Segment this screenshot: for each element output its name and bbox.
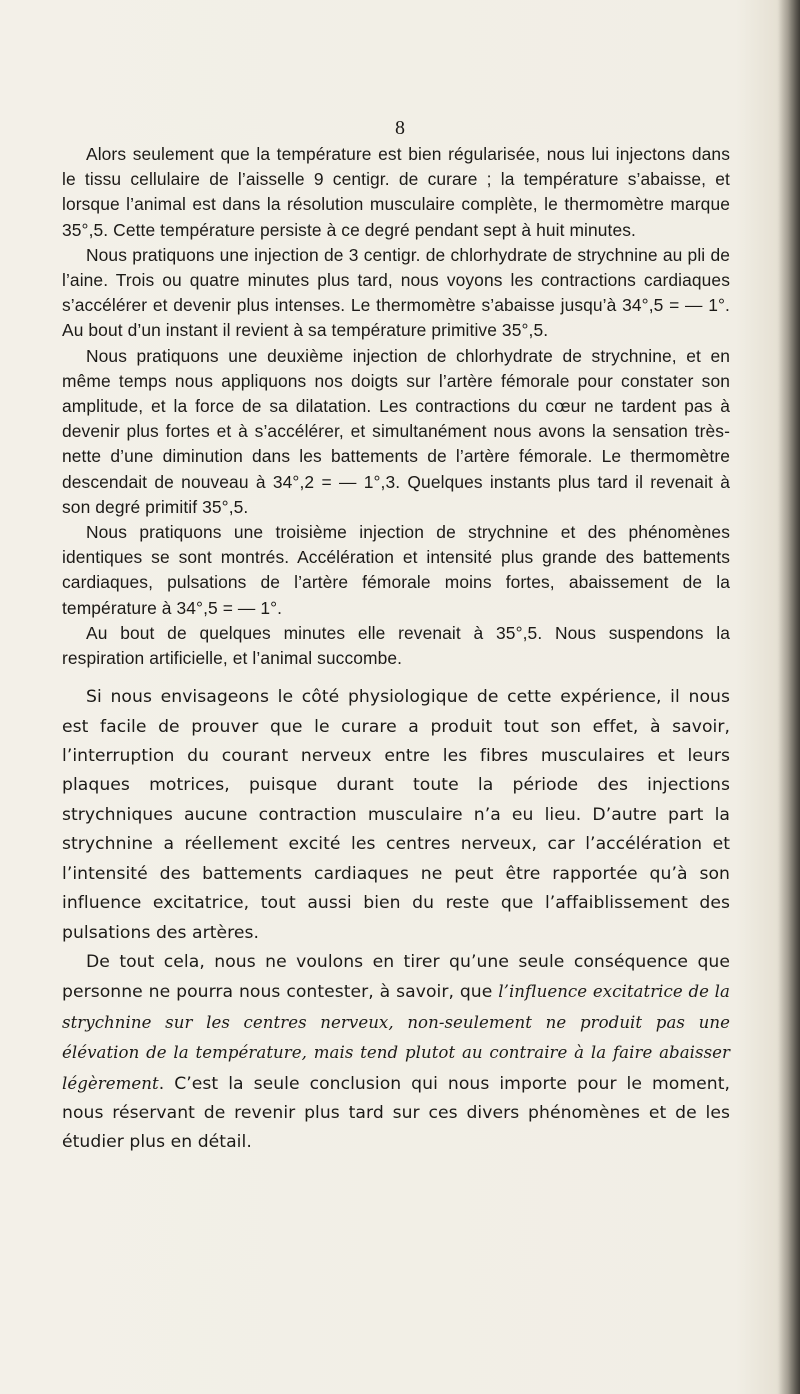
body-text <box>62 142 730 1158</box>
discussion-section <box>62 683 730 1158</box>
paragraph-curare-injection: Alors seulement que la température est bien régularisée, nous lui injectons dans le tissu cellulaire de l’aisselle 9 centigr. de curare ; la température s’abaisse, et lorsque l’animal est dans la résolution musculaire complète, le thermomètre marque 35°,5. Cette température persiste à ce degré pendant sept à huit minutes. <box>62 144 730 240</box>
paragraph-second-strychnine-injection: Nous pratiquons une deuxième injection de chlorhydrate de strychnine, et en même temps nous appliquons nos doigts sur l’artère fémorale pour constater son amplitude, et la force de sa dilatation. Les contractions du cœur ne tardent pas à devenir plus fortes et à s’accélérer, et simultanément nous avons la sensation très-nette d’une diminution dans les battements de l’artère fémorale. Le thermomètre descendait de nouveau à 34°,2 = — 1°,3. Quelques instants plus tard il revenait à son degré primitif 35°,5. <box>62 345 730 517</box>
paragraph-third-strychnine-injection: Nous pratiquons une troisième injection de strychnine et des phénomènes identiques se sont montrés. Accélération et intensité plus grande des battements cardiaques, pulsations de l’artère fémorale moins fortes, abaissement de la température à 34°,5 = — 1°. <box>62 522 730 618</box>
experiment-section <box>62 142 730 671</box>
conclusion-text-end: . C’est la seule conclusion qui nous importe pour le moment, nous réservant de revenir plus tard sur ces divers phénomènes et de les étudier plus en détail. <box>62 1073 730 1153</box>
conclusion-text-start: De tout cela, nous ne voulons en tirer qu’une seule conséquence que personne ne pourra nous contester, à savoir, que <box>62 951 730 1003</box>
paragraph-first-strychnine-injection: Nous pratiquons une injection de 3 centigr. de chlorhydrate de strychnine au pli de l’aine. Trois ou quatre minutes plus tard, nous voyons les contractions cardiaques s’accélérer et devenir plus intenses. Le thermomètre s’abaisse jusqu’à 34°,5 = — 1°. Au bout d’un instant il revient à sa température primitive 35°,5. <box>62 244 730 341</box>
paragraph-animal-succumbs: Au bout de quelques minutes elle revenait à 35°,5. Nous suspendons la respiration artificielle, et l’animal succombe. <box>62 622 730 669</box>
page-number: 8 <box>395 117 405 139</box>
paragraph-conclusion <box>62 948 730 1158</box>
paragraph-physiological-analysis: Si nous envisageons le côté physiologique de cette expérience, il nous est facile de prouver que le curare a produit tout son effet, à savoir, l’interruption du courant nerveux entre les fibres musculaires et leurs plaques motrices, puisque durant toute la période des injections strychniques aucune contraction musculaire n’a eu lieu. D’autre part la strychnine a réellement excité les centres nerveux, car l’accélération et l’intensité des battements cardiaques ne peut être rapportée qu’à son influence excitatrice, tout aussi bien du reste que l’affaiblissement des pulsations des artères. <box>62 687 730 943</box>
page-binding-edge <box>778 0 800 1394</box>
conclusion-emphasis: l’influence excitatrice de la strychnine sur les centres nerveux, non-seulement ne produit pas une élévation de la température, mais tend plutot au contraire à la faire abaisser légèrement <box>62 982 730 1093</box>
